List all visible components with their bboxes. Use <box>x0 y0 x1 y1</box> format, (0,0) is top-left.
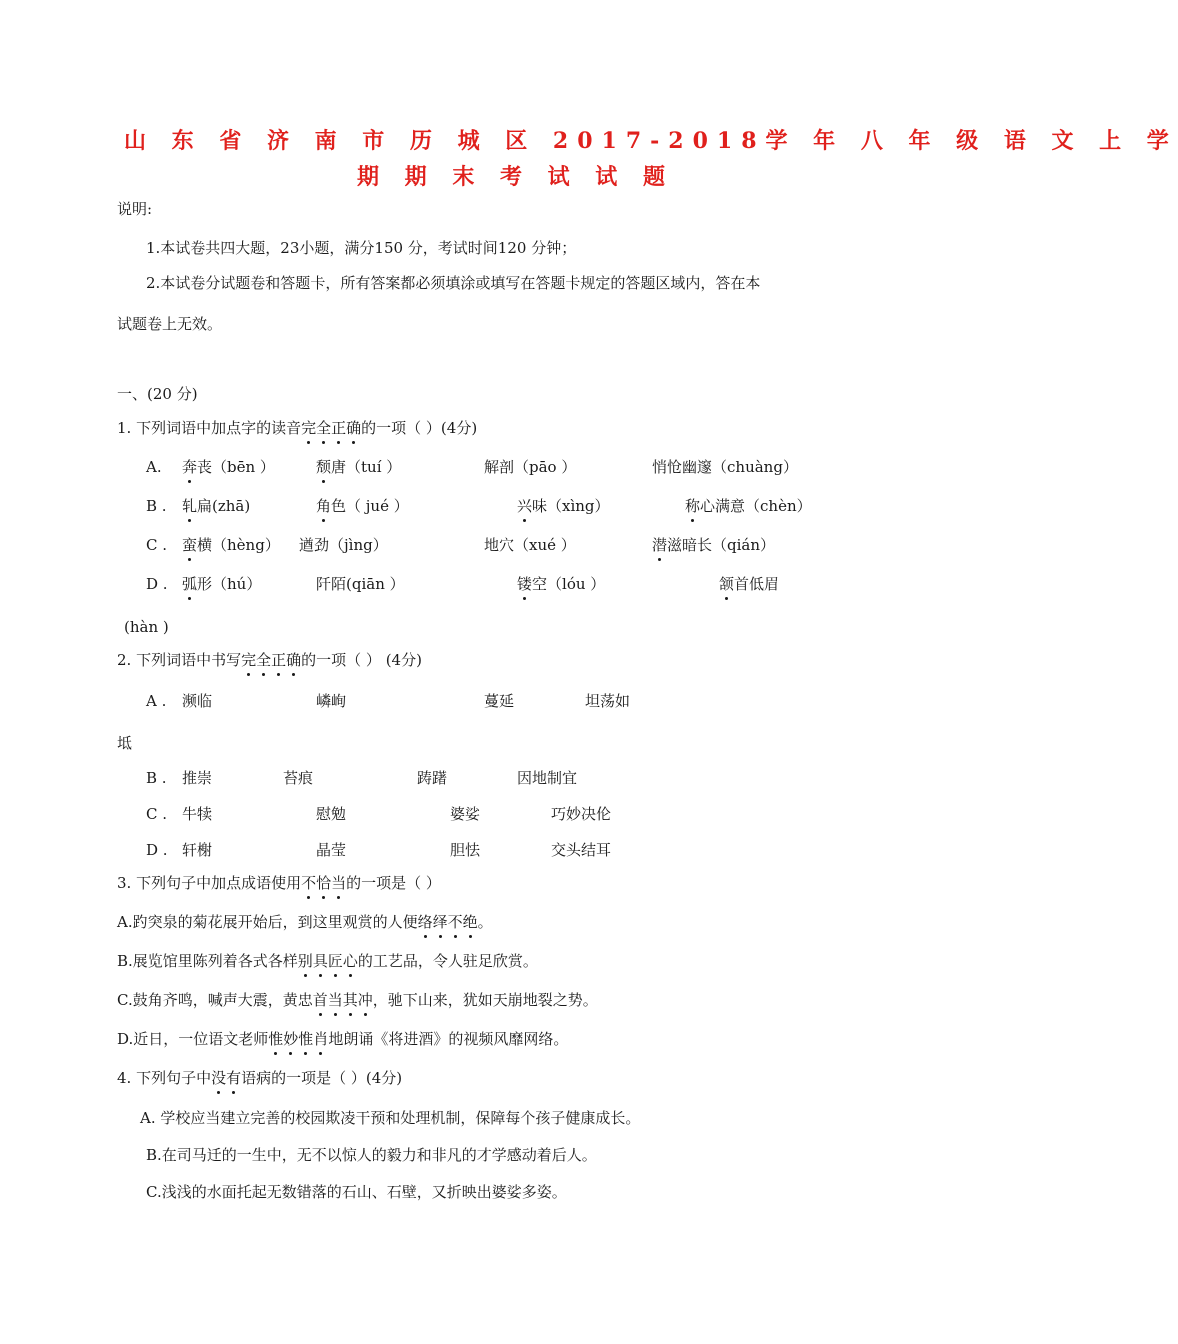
q2-option-label: B . <box>146 769 167 787</box>
emphasis-char: 正 <box>331 419 347 437</box>
q2-option-c-item: 婆娑 <box>450 805 481 823</box>
q2-option-d-item: 晶莹 <box>316 841 347 859</box>
emphasis-char: 恰 <box>316 874 332 892</box>
q1-option-c-item: 潜滋暗长（qián） <box>652 536 776 554</box>
q2-option-a-item: 坦荡如 <box>585 692 631 710</box>
question-1-stem: 1. 下列词语中加点字的读音完全正确的一项（ ）(4分) <box>117 419 478 437</box>
q2-option-b-item: 踌躇 <box>417 769 448 787</box>
q2-option-b-item: 苔痕 <box>283 769 314 787</box>
q1-option-label: D . <box>146 575 168 593</box>
notes-item-1: 1.本试卷共四大题，23小题，满分150 分，考试时间120 分钟； <box>146 239 577 257</box>
q1-option-label: B . <box>146 497 167 515</box>
q2-option-d-item: 胆怯 <box>450 841 481 859</box>
q2-option-c-item: 巧妙决伦 <box>551 805 612 823</box>
q2-option-a-wrap: 坻 <box>117 734 133 752</box>
q1-option-b-item: 兴味（xìng） <box>517 497 610 515</box>
emphasis-char: 有 <box>226 1069 242 1087</box>
q2-option-c-item: 慰勉 <box>316 805 347 823</box>
emphasis-char: 完 <box>241 651 257 669</box>
notes-label: 说明: <box>117 200 153 218</box>
q1-option-a-item: 悄怆幽邃（chuàng） <box>652 458 798 476</box>
q1-option-label: A. <box>146 458 162 476</box>
question-2-stem: 2. 下列词语中书写完全正确的一项（ ） (4分) <box>117 651 422 669</box>
q2-option-d-item: 轩榭 <box>182 841 213 859</box>
emphasis-char: 不 <box>301 874 317 892</box>
emphasis-char: 正 <box>271 651 287 669</box>
emphasis-char: 当 <box>331 874 347 892</box>
q4-option-b: B.在司马迁的一生中，无不以惊人的毅力和非凡的才学感动着后人。 <box>146 1146 597 1164</box>
question-3-stem: 3. 下列句子中加点成语使用不恰当的一项是（ ） <box>117 874 441 892</box>
q3-option-a: A.趵突泉的菊花展开始后，到这里观赏的人便络绎不绝。 <box>117 913 493 931</box>
q2-option-d-item: 交头结耳 <box>551 841 612 859</box>
q2-option-b-item: 因地制宜 <box>517 769 578 787</box>
q1-option-c-item: 地穴（xué ） <box>484 536 576 554</box>
q3-option-b: B.展览馆里陈列着各式各样别具匠心的工艺品，令人驻足欣赏。 <box>117 952 538 970</box>
q1-option-d-wrap: (hàn ) <box>124 618 169 636</box>
q1-option-d-item: 弧形（hú） <box>182 575 262 593</box>
notes-item-2: 2.本试卷分试题卷和答题卡，所有答案都必须填涂或填写在答题卡规定的答题区域内，答在本 <box>146 274 761 292</box>
emphasis-char: 确 <box>286 651 302 669</box>
q1-option-d-item: 阡陌(qiān ） <box>316 575 405 593</box>
notes-item-2-cont: 试题卷上无效。 <box>117 315 223 333</box>
q2-option-a-item: 濒临 <box>182 692 213 710</box>
section-heading: 一、(20 分) <box>117 385 198 403</box>
q3-option-c: C.鼓角齐鸣，喊声大震，黄忠首当其冲，驰下山来，犹如天崩地裂之势。 <box>117 991 598 1009</box>
q2-option-c-item: 牛犊 <box>182 805 213 823</box>
q4-option-c: C.浅浅的水面托起无数错落的石山、石壁，又折映出婆娑多姿。 <box>146 1183 567 1201</box>
q4-option-a: A. 学校应当建立完善的校园欺凌干预和处理机制，保障每个孩子健康成长。 <box>140 1109 641 1127</box>
emphasis-char: 完 <box>301 419 317 437</box>
q2-option-a-item: 嶙峋 <box>316 692 347 710</box>
q2-option-b-item: 推崇 <box>182 769 213 787</box>
q1-option-b-item: 轧扁(zhā) <box>182 497 251 515</box>
q2-option-label: D . <box>146 841 168 859</box>
q1-option-c-item: 蛮横（hèng） <box>182 536 280 554</box>
q1-option-c-item: 遒劲（jìng） <box>299 536 388 554</box>
emphasis-char: 确 <box>346 419 362 437</box>
q3-option-d: D.近日，一位语文老师惟妙惟肖地朗诵《将进酒》的视频风靡网络。 <box>117 1030 569 1048</box>
q1-option-a-item: 奔丧（bēn ） <box>182 458 275 476</box>
doc-title-line2: 期 期 末 考 试 试 题 <box>357 164 674 190</box>
emphasis-char: 没 <box>211 1069 227 1087</box>
emphasis-char: 全 <box>316 419 332 437</box>
question-4-stem: 4. 下列句子中没有语病的一项是（ ）(4分) <box>117 1069 403 1087</box>
q1-option-a-item: 解剖（pāo ） <box>484 458 577 476</box>
q1-option-b-item: 称心满意（chèn） <box>685 497 812 515</box>
q2-option-label: A . <box>146 692 167 710</box>
emphasis-char: 全 <box>256 651 272 669</box>
q1-option-d-item: 镂空（lóu ） <box>517 575 606 593</box>
q2-option-a-item: 蔓延 <box>484 692 515 710</box>
q1-option-a-item: 颓唐（tuí ） <box>316 458 402 476</box>
q1-option-b-item: 角色（ jué ） <box>316 497 409 515</box>
q2-option-label: C . <box>146 805 168 823</box>
q1-option-d-item: 颔首低眉 <box>719 575 780 593</box>
q1-option-label: C . <box>146 536 168 554</box>
doc-title-line1: 山 东 省 济 南 市 历 城 区 2017-2018学 年 八 年 级 语 文 上 学 <box>124 128 1178 154</box>
